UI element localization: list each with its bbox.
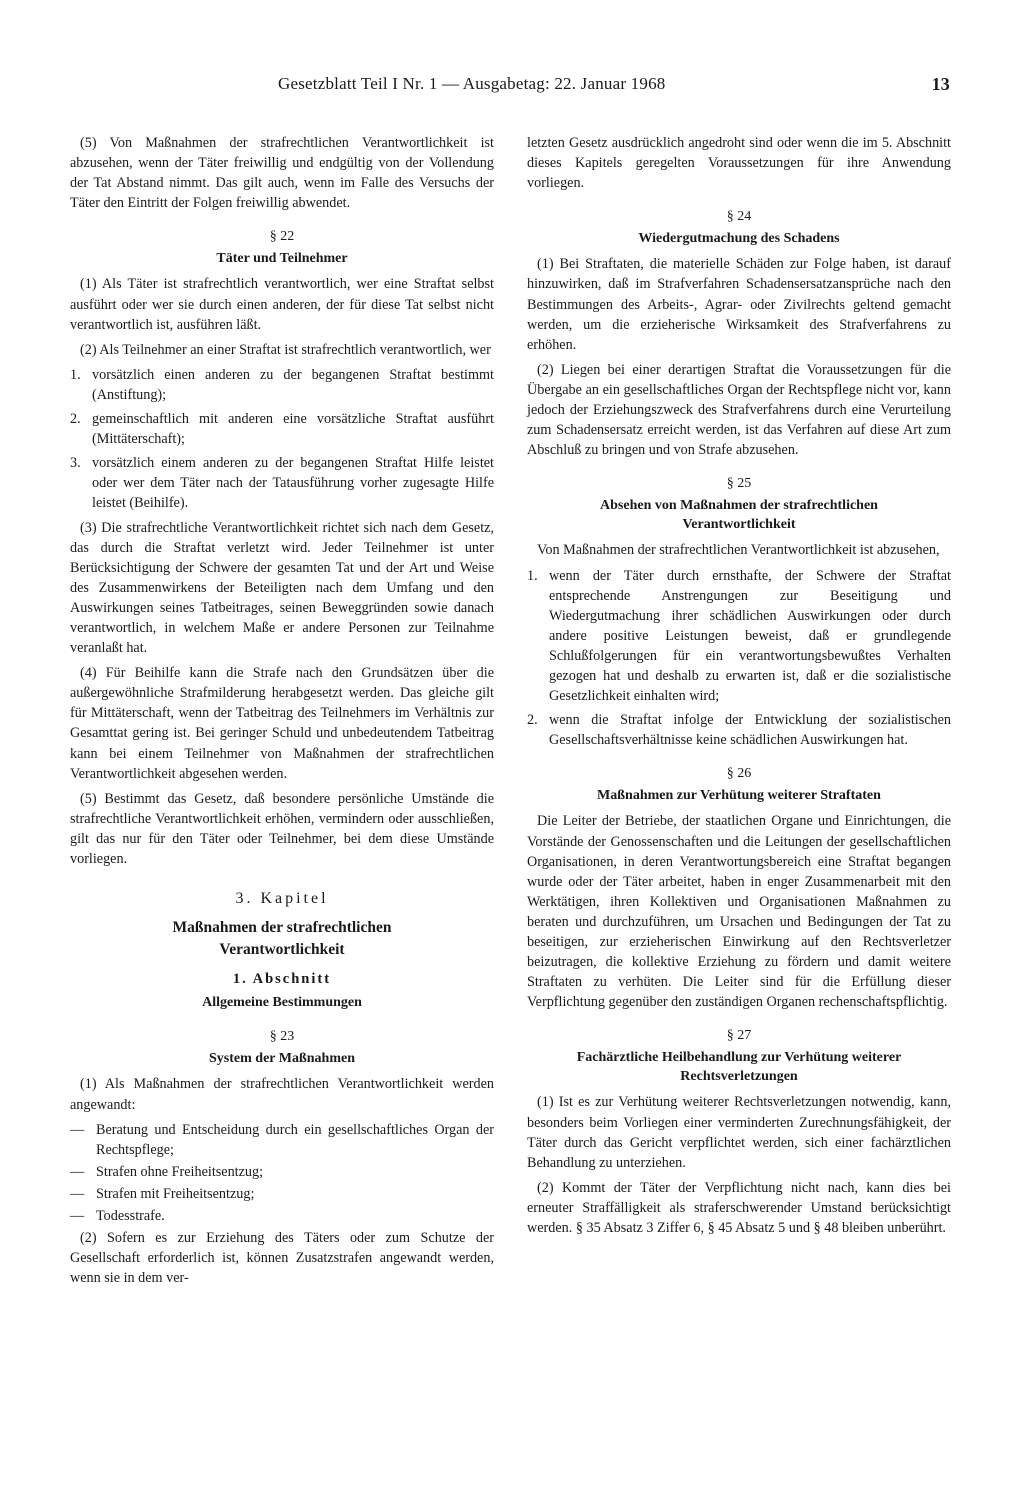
dash-marker: — (70, 1208, 85, 1225)
section-sign-27: § 27 (726, 1028, 752, 1044)
item-number: 1. (527, 567, 538, 584)
chapter-title (70, 917, 494, 961)
section-heading-26: Maßnahmen zur Verhütung weiterer Straftaten (597, 788, 881, 804)
dash-marker: — (70, 1163, 85, 1180)
left-column (70, 133, 494, 1293)
section-heading-23: System der Maßnahmen (209, 1051, 355, 1067)
chapter-title-line: Verantwortlichkeit (219, 941, 345, 959)
list-item (70, 453, 494, 513)
heading-line: Rechtsverletzungen (680, 1069, 798, 1085)
paragraph: (1) Als Maßnahmen der strafrechtlichen Verantwortlichkeit werden angewandt: (70, 1076, 494, 1113)
section-heading-27 (527, 1048, 951, 1086)
paragraph: letzten Gesetz ausdrücklich angedroht sind oder wenn die im 5. Abschnitt dieses Kapitels geregelten Voraussetzungen für ihre Anwendung vorliegen. (527, 135, 951, 192)
section-title: Allgemeine Bestimmungen (202, 995, 362, 1011)
item-text: wenn die Straftat infolge der Entwicklung der sozialistischen Gesellschaftsverhältnisse keine schädlichen Auswirkungen hat. (549, 712, 951, 749)
dash-marker: — (70, 1185, 85, 1202)
right-column (527, 133, 951, 1243)
paragraph: (1) Bei Straftaten, die materielle Schäden zur Folge haben, ist darauf hinzuwirken, daß im Strafverfahren Schadensersatzansprüche nach den Bestimmungen des Arbeits-, Agrar- oder Zivilrechts geltend gemacht werden, um die erzieherische Wirksamkeit des Strafverfahrens zu erhöhen. (527, 256, 951, 353)
paragraph: Von Maßnahmen der strafrechtlichen Verantwortlichkeit ist abzusehen, (537, 542, 940, 559)
page-number: 13 (931, 74, 950, 94)
paragraph: (4) Für Beihilfe kann die Strafe nach den Grundsätzen über die außergewöhnliche Strafmilderung herabgesetzt werden. Das gleiche gilt für Mittäterschaft, wenn der Tatbeitrag des Teilnehmers im Verhältnis zur Gesamttat gering ist. Bei geringer Schuld und unbedeutendem Tatbeitrag kann bei einem Teilnehmer von Maßnahmen der strafrechtlichen Verantwortlichkeit abgesehen werden. (70, 665, 494, 782)
list-item (70, 409, 494, 449)
paragraph: Die Leiter der Betriebe, der staatlichen Organe und Einrichtungen, die Vorstände der Genossenschaften und die Leitungen der gesellschaftlichen Organisationen, in deren Verantwortungsbereich eine Straftat begangen wurde oder der Täter arbeitet, haben in enger Zusammenarbeit mit den Werktätigen, ihren Kollektiven und Organisationen Maßnahmen zu beraten und durchzuführen, um Ursachen und Bedingungen der Tat zu beseitigen, zur erzieherischen Einwirkung auf den Rechtsverletzer beizutragen, die kollektive Erziehung zu fördern und damit weitere Straftaten zu verhüten. Die Leiter sind für die Erfüllung dieser Verpflichtung gegenüber den zuständigen Organen rechenschaftspflichtig. (527, 813, 951, 1011)
item-text: vorsätzlich einen anderen zu der begangenen Straftat bestimmt (Anstiftung); (92, 366, 494, 403)
paragraph: (2) Sofern es zur Erziehung des Täters oder zum Schutze der Gesellschaft erforderlich ist, können Zusatzstrafen angewandt werden, wenn sie in dem ver- (70, 1230, 494, 1287)
heading-line: Fachärztliche Heilbehandlung zur Verhütung weiterer (576, 1050, 902, 1066)
section-heading-22: Täter und Teilnehmer (216, 251, 348, 267)
item-text: gemeinschaftlich mit anderen eine vorsätzliche Straftat ausführt (Mittäterschaft); (92, 411, 494, 448)
list-item (70, 1206, 494, 1226)
chapter-title-line: Maßnahmen der strafrechtlichen (172, 919, 392, 937)
list-item (70, 1184, 494, 1204)
item-text: vorsätzlich einem anderen zu der begangenen Straftat Hilfe leistet oder wer dem Täter nach der Tatausführung vorher zugesagte Hilfe leistet (Beihilfe). (92, 455, 494, 512)
section-sign-26: § 26 (726, 766, 752, 782)
paragraph: (5) Von Maßnahmen der strafrechtlichen Verantwortlichkeit ist abzusehen, wenn der Täter freiwillig und endgültig von der Vollendung der Tat Abstand nimmt. Das gilt auch, wenn im Falle des Versuchs der Täter den Eintritt der Folgen freiwillig abwendet. (70, 135, 494, 212)
paragraph: (1) Als Täter ist strafrechtlich verantwortlich, wer eine Straftat selbst ausführt oder wer sie durch einen anderen, der für diese Tat selbst nicht verantwortlich ist, ausführen läßt. (70, 276, 494, 333)
paragraph: (3) Die strafrechtliche Verantwortlichkeit richtet sich nach dem Gesetz, das durch die Straftat verletzt wird. Jeder Teilnehmer ist unter Berücksichtigung der Schwere der gesamten Tat und der Art und Weise des Zusammenwirkens der Beteiligten nach dem Umfang und den Auswirkungen seines Tatbeitrages, seinen Beweggründen sowie danach verantwortlich, in welchem Maße er andere Personen zur Teilnahme veranlaßt hat. (70, 519, 494, 657)
item-number: 1. (70, 366, 81, 383)
item-text: Strafen mit Freiheitsentzug; (96, 1185, 255, 1202)
chapter-number: 3. Kapitel (235, 890, 329, 908)
section-sign-24: § 24 (726, 209, 752, 225)
item-number: 3. (70, 455, 81, 472)
section-sign-25: § 25 (726, 476, 752, 492)
paragraph: (2) Kommt der Täter der Verpflichtung nicht nach, kann dies bei erneuter Straffälligkeit als straferschwerender Umstand berücksichtigt werden. § 35 Absatz 3 Ziffer 6, § 45 Absatz 5 und § 48 bleiben unberührt. (527, 1179, 951, 1237)
section-heading-25 (527, 496, 951, 534)
paragraph: (2) Als Teilnehmer an einer Straftat ist strafrechtlich verantwortlich, wer (80, 341, 491, 358)
list-item (70, 1162, 494, 1182)
item-text: Strafen ohne Freiheitsentzug; (96, 1163, 264, 1180)
item-text: wenn der Täter durch ernsthafte, der Schwere der Straftat entsprechende Anstrengungen zur Beseitigung und Wiedergutmachung ihrer schädlichen Auswirkungen oder durch andere positive Leistungen beweist, daß er grundlegende Schlußfolgerungen für ein verantwortungsbewußtes Verhalten gezogen hat und deshalb zu erwarten ist, daß er die sozialistische Gesetzlichkeit einhalten wird; (549, 567, 951, 705)
item-text: Todesstrafe. (96, 1208, 165, 1225)
section-heading-24: Wiedergutmachung des Schadens (638, 231, 840, 247)
section-number: 1. Abschnitt (232, 971, 332, 988)
header-title: Gesetzblatt Teil I Nr. 1 — Ausgabetag: 22. Januar 1968 (278, 74, 666, 93)
section-sign-22: § 22 (269, 229, 295, 245)
item-number: 2. (527, 712, 538, 729)
list-item (527, 566, 951, 707)
list-item (70, 365, 494, 405)
heading-line: Absehen von Maßnahmen der strafrechtlichen (600, 498, 878, 514)
heading-line: Verantwortlichkeit (682, 517, 796, 533)
list-item (70, 1120, 494, 1160)
paragraph: (5) Bestimmt das Gesetz, daß besondere persönliche Umstände die strafrechtliche Verantwortlichkeit erhöhen, vermindern oder ausschließen, gilt das nur für den Täter oder Teilnehmer, bei dem diese Umstände vorliegen. (70, 790, 494, 867)
section-sign-23: § 23 (269, 1029, 295, 1045)
item-number: 2. (70, 411, 81, 428)
item-text: Beratung und Entscheidung durch ein gesellschaftliches Organ der Rechtspflege; (96, 1121, 494, 1158)
dash-marker: — (70, 1121, 85, 1138)
list-item (527, 710, 951, 750)
paragraph: (1) Ist es zur Verhütung weiterer Rechtsverletzungen notwendig, kann, besonders beim Vorliegen einer verminderten Zurechnungsfähigkeit, der Täter durch das Gericht verpflichtet werden, sich einer fachärztlichen Behandlung zu unterziehen. (527, 1094, 951, 1171)
paragraph: (2) Liegen bei einer derartigen Straftat die Voraussetzungen für die Übergabe an ein gesellschaftliches Organ der Rechtspflege nicht vor, kann jedoch der Erziehungszweck des Strafverfahrens durch eine Verurteilung zum Schadensersatz erreicht werden, ist das Verfahren auf diese Art zum Abschluß zu bringen und von Strafe abzusehen. (527, 361, 951, 459)
